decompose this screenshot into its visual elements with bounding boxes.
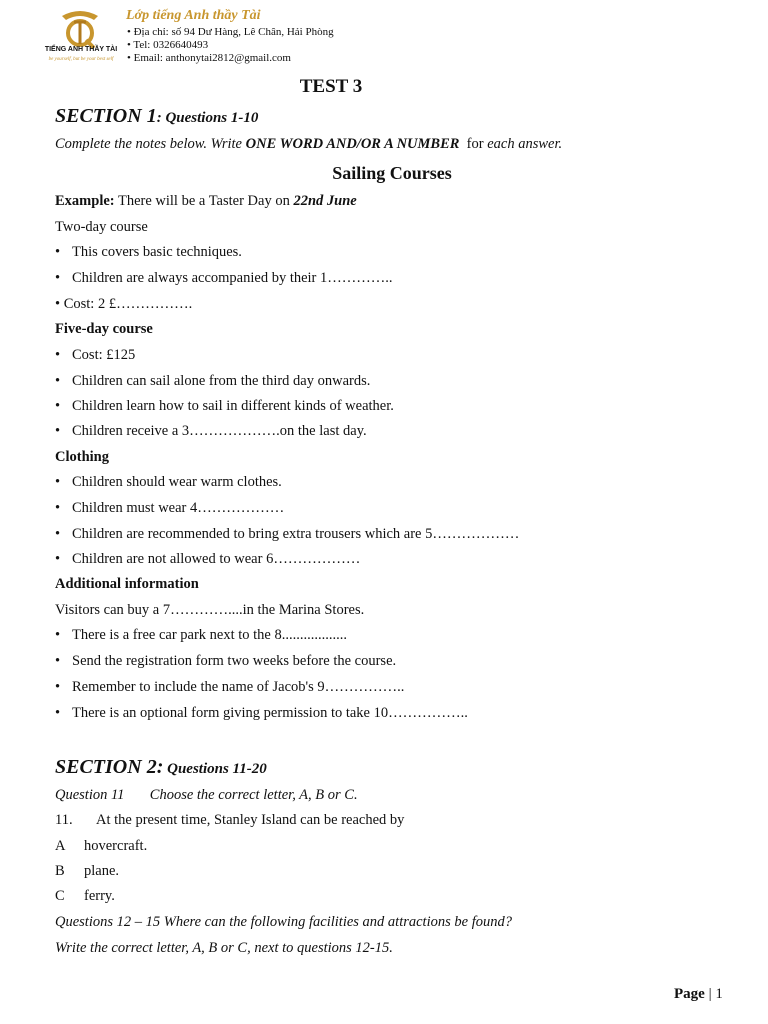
section2-heading: SECTION 2: Questions 11-20 bbox=[55, 756, 267, 778]
notes-title: Sailing Courses bbox=[332, 163, 452, 183]
option-letter: B bbox=[55, 863, 65, 879]
list-item: • Children are recommended to bring extra trousers which are 5……………… bbox=[55, 526, 520, 542]
q11-instructions: Question 11 Choose the correct letter, A, B or C. bbox=[55, 787, 358, 803]
example-line: Example: There will be a Taster Day on 22nd June bbox=[55, 193, 357, 209]
address-line: • Địa chỉ: số 94 Dư Hàng, Lê Chân, Hải Phòng bbox=[127, 26, 334, 38]
q11-text: At the present time, Stanley Island can be reached by bbox=[96, 812, 405, 828]
option-letter: A bbox=[55, 838, 66, 854]
additional-heading: Additional information bbox=[55, 576, 199, 592]
logo-tagline: be yourself, but be your best self bbox=[48, 57, 114, 62]
list-item: • Cost: £125 bbox=[55, 347, 136, 363]
logo-text: TIẾNG ANH THẦY TÀI bbox=[44, 46, 118, 53]
option-text: hovercraft. bbox=[84, 838, 148, 854]
brand-name: Lớp tiếng Anh thầy Tài bbox=[126, 8, 261, 23]
q12-instructions: Questions 12 – 15 Where can the following facilities and attractions be found? bbox=[55, 914, 512, 930]
option-text: ferry. bbox=[84, 888, 115, 904]
list-item: • There is an optional form giving permission to take 10…………….. bbox=[55, 705, 468, 721]
email-line: • Email: anthonytai2812@gmail.com bbox=[127, 52, 291, 64]
five-day-heading: Five-day course bbox=[55, 321, 153, 337]
test-title: TEST 3 bbox=[299, 76, 363, 97]
list-item: • Children must wear 4……………… bbox=[55, 500, 285, 516]
list-item: • There is a free car park next to the 8.................. bbox=[55, 627, 347, 643]
list-item: • This covers basic techniques. bbox=[55, 244, 242, 260]
list-item: • Send the registration form two weeks before the course. bbox=[55, 653, 397, 669]
q12-instructions-2: Write the correct letter, A, B or C, next to questions 12-15. bbox=[55, 940, 393, 956]
section1-instructions: Complete the notes below. Write ONE WORD AND/OR A NUMBER for each answer. bbox=[55, 136, 563, 152]
list-item: • Children should wear warm clothes. bbox=[55, 474, 282, 490]
option-letter: C bbox=[55, 888, 65, 904]
list-item: • Children are not allowed to wear 6……………… bbox=[55, 551, 361, 567]
page-number: Page | 1 bbox=[674, 986, 723, 1002]
list-item: • Children are always accompanied by their 1………….. bbox=[55, 270, 393, 286]
list-item: • Children learn how to sail in different kinds of weather. bbox=[55, 398, 394, 414]
clothing-heading: Clothing bbox=[55, 449, 109, 465]
visitors-line: Visitors can buy a 7…………....in the Marina Stores. bbox=[55, 602, 365, 618]
list-item: • Remember to include the name of Jacob's 9…………….. bbox=[55, 679, 405, 695]
two-day-heading: Two-day course bbox=[55, 219, 148, 235]
cost-line: • Cost: 2 £……………. bbox=[55, 296, 193, 312]
section1-heading: SECTION 1: Questions 1-10 bbox=[55, 105, 259, 127]
list-item: • Children can sail alone from the third day onwards. bbox=[55, 373, 371, 389]
option-text: plane. bbox=[84, 863, 120, 879]
tel-line: • Tel: 0326640493 bbox=[127, 39, 209, 51]
q11-number: 11. bbox=[55, 812, 73, 828]
list-item: • Children receive a 3……………….on the last day. bbox=[55, 423, 367, 439]
